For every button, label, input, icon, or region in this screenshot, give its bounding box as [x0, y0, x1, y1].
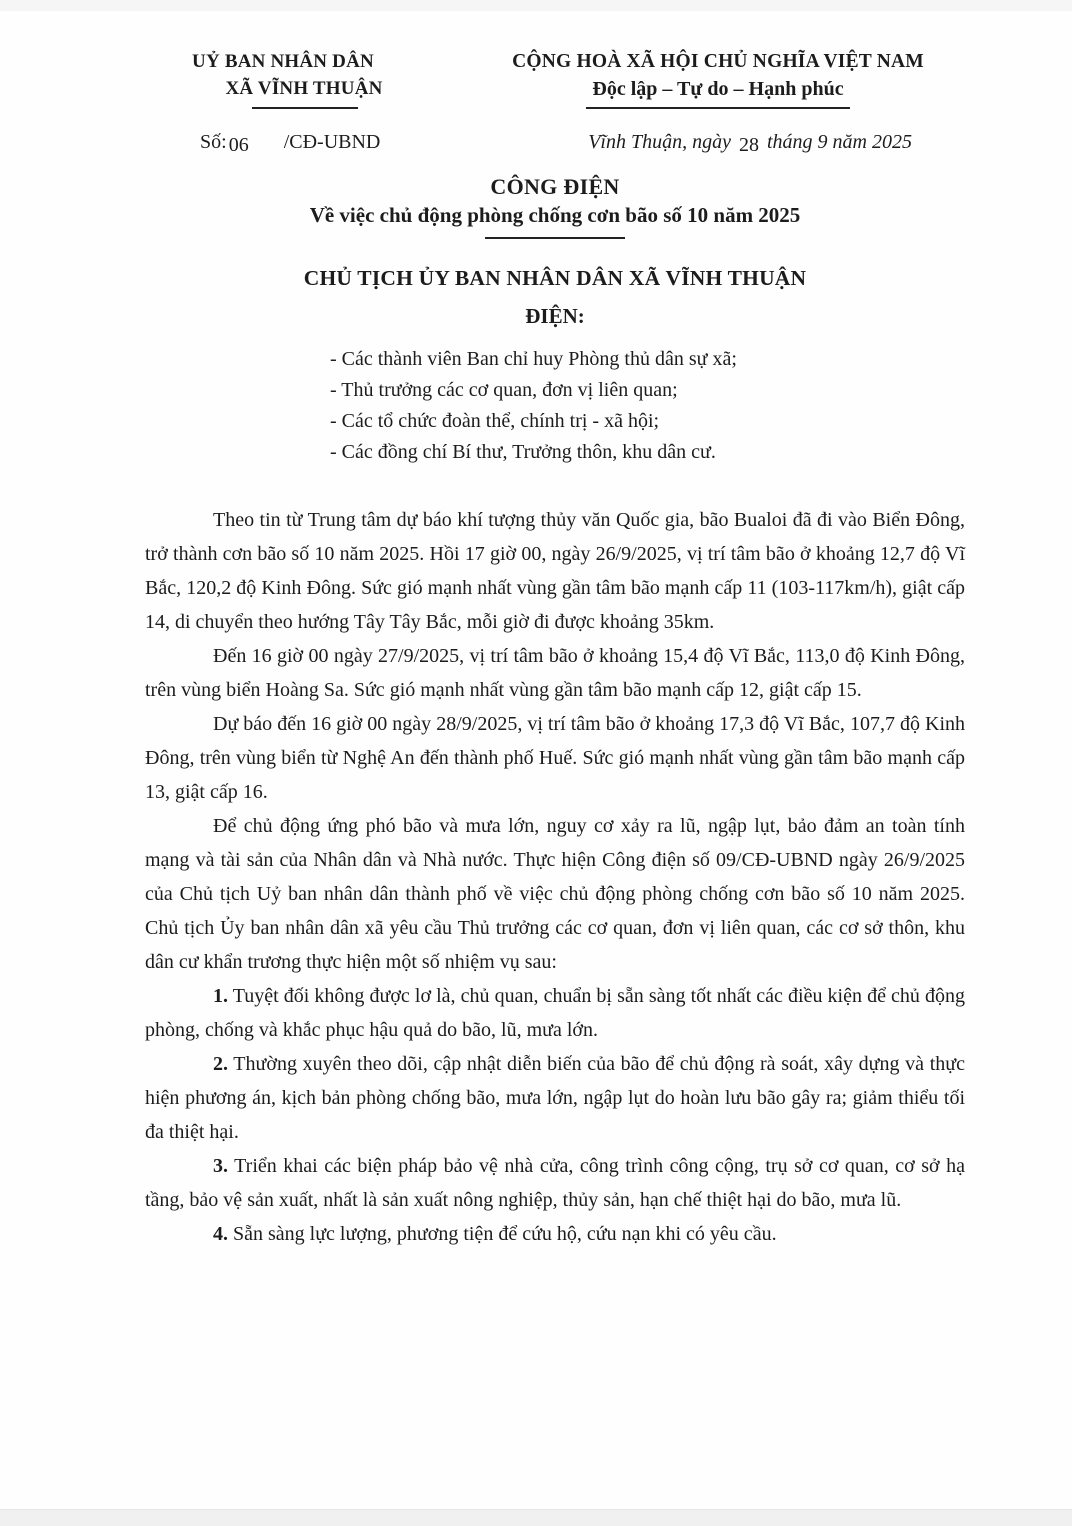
task-number: 2. [213, 1053, 228, 1075]
date-place-prefix: Vĩnh Thuận, ngày [588, 131, 731, 153]
place-date-line [588, 131, 912, 154]
date-year-word: năm [832, 131, 867, 153]
scan-edge-top [0, 0, 1072, 11]
task-text: Thường xuyên theo dõi, cập nhật diễn biến của bão để chủ động rà soát, xây dựng và thực hiện phương án, kịch bản phòng chống bão, mưa lớn, ngập lụt do hoàn lưu bão gây ra; giảm thiểu tối đa thiệt hại. [145, 1053, 965, 1143]
title-block [145, 174, 965, 329]
task-number: 1. [213, 985, 228, 1007]
recipient-item: - Thủ trưởng các cơ quan, đơn vị liên quan; [330, 379, 678, 401]
document-number [200, 131, 380, 154]
issuing-org-block [148, 48, 418, 109]
date-month-word: tháng [766, 131, 813, 153]
dispatch-word: ĐIỆN: [525, 304, 585, 328]
recipient-list [330, 344, 965, 468]
org-name-line1: UỶ BAN NHÂN DÂN [192, 51, 374, 72]
task-item-1 [145, 979, 965, 1047]
body-paragraph: Đến 16 giờ 00 ngày 27/9/2025, vị trí tâm bão ở khoảng 15,4 độ Vĩ Bắc, 113,0 độ Kinh Đông, trên vùng biển Hoàng Sa. Sức gió mạnh nhất vùng gần tâm bão mạnh cấp 12, giật cấp 15. [145, 645, 965, 701]
body-paragraph: Theo tin từ Trung tâm dự báo khí tượng thủy văn Quốc gia, bão Bualoi đã đi vào Biển Đông, trở thành cơn bão số 10 năm 2025. Hồi 17 giờ 00, ngày 26/9/2025, vị trí tâm bão ở khoảng 12,7 độ Vĩ Bắc, 120,2 độ Kinh Đông. Sức gió mạnh nhất vùng gần tâm bão mạnh cấp 11 (103-117km/h), giật cấp 14, di chuyển theo hướng Tây Tây Bắc, mỗi giờ đi được khoảng 35km. [145, 509, 965, 633]
task-item-4 [145, 1217, 965, 1251]
task-number: 4. [213, 1223, 228, 1245]
scan-edge-bottom [0, 1509, 1072, 1526]
recipient-item: - Các tổ chức đoàn thể, chính trị - xã hội; [330, 410, 660, 432]
number-symbol: /CĐ-UBND [283, 131, 381, 153]
recipient-item: - Các thành viên Ban chỉ huy Phòng thủ dân sự xã; [330, 348, 737, 370]
national-header-block [468, 48, 968, 109]
date-day: 28 [738, 134, 759, 156]
body-paragraph: Để chủ động ứng phó bão và mưa lớn, nguy cơ xảy ra lũ, ngập lụt, bảo đảm an toàn tính mạng và tài sản của Nhân dân và Nhà nước. Thực hiện Công điện số 09/CĐ-UBND ngày 26/9/2025 của Chủ tịch Uỷ ban nhân dân thành phố về việc chủ động phòng chống cơn bão số 10 năm 2025. Chủ tịch Ủy ban nhân dân xã yêu cầu Thủ trưởng các cơ quan, đơn vị liên quan, các cơ sở thôn, khu dân cư khẩn trương thực hiện một số nhiệm vụ sau: [145, 815, 965, 973]
number-label: Số: [200, 131, 227, 153]
date-year: 2025 [872, 131, 912, 153]
document-header [148, 48, 968, 109]
task-text: Triển khai các biện pháp bảo vệ nhà cửa, công trình công cộng, trụ sở cơ quan, cơ sở hạ tầng, bảo vệ sản xuất, nhất là sản xuất nông nghiệp, thủy sản, hạn chế thiệt hại do bão, mưa lũ. [145, 1155, 965, 1211]
document-type-title: CÔNG ĐIỆN [490, 174, 620, 199]
task-text: Sẵn sàng lực lượng, phương tiện để cứu hộ, cứu nạn khi có yêu cầu. [228, 1223, 777, 1245]
recipient-item: - Các đồng chí Bí thư, Trưởng thôn, khu dân cư. [330, 441, 716, 463]
national-motto: Độc lập – Tự do – Hạnh phúc [586, 76, 849, 109]
body-paragraph: Dự báo đến 16 giờ 00 ngày 28/9/2025, vị trí tâm bão ở khoảng 17,3 độ Vĩ Bắc, 107,7 độ Kinh Đông, trên vùng biển từ Nghệ An đến thành phố Huế. Sức gió mạnh nhất vùng gần tâm bão mạnh cấp 13, giật cấp 16. [145, 713, 965, 803]
number-value: 06 [228, 134, 249, 156]
task-item-2 [145, 1047, 965, 1149]
org-name-line2: XÃ VĨNH THUẬN [225, 78, 383, 99]
document-body [145, 503, 965, 1251]
subject-underline [485, 237, 625, 239]
document-subject: Về việc chủ động phòng chống cơn bão số 10 năm 2025 [309, 203, 801, 227]
number-date-row [200, 131, 912, 154]
task-item-3 [145, 1149, 965, 1217]
task-text: Tuyệt đối không được lơ là, chủ quan, chuẩn bị sẵn sàng tốt nhất các điều kiện để chủ động phòng, chống và khắc phục hậu quả do bão, lũ, mưa lớn. [145, 985, 965, 1041]
date-month: 9 [817, 131, 828, 153]
national-name: CỘNG HOÀ XÃ HỘI CHỦ NGHĨA VIỆT NAM [512, 51, 924, 72]
national-motto-wrap [468, 76, 968, 109]
task-number: 3. [213, 1155, 228, 1177]
org-underline [252, 107, 358, 109]
issuer-title: CHỦ TỊCH ỦY BAN NHÂN DÂN XÃ VĨNH THUẬN [303, 266, 807, 290]
